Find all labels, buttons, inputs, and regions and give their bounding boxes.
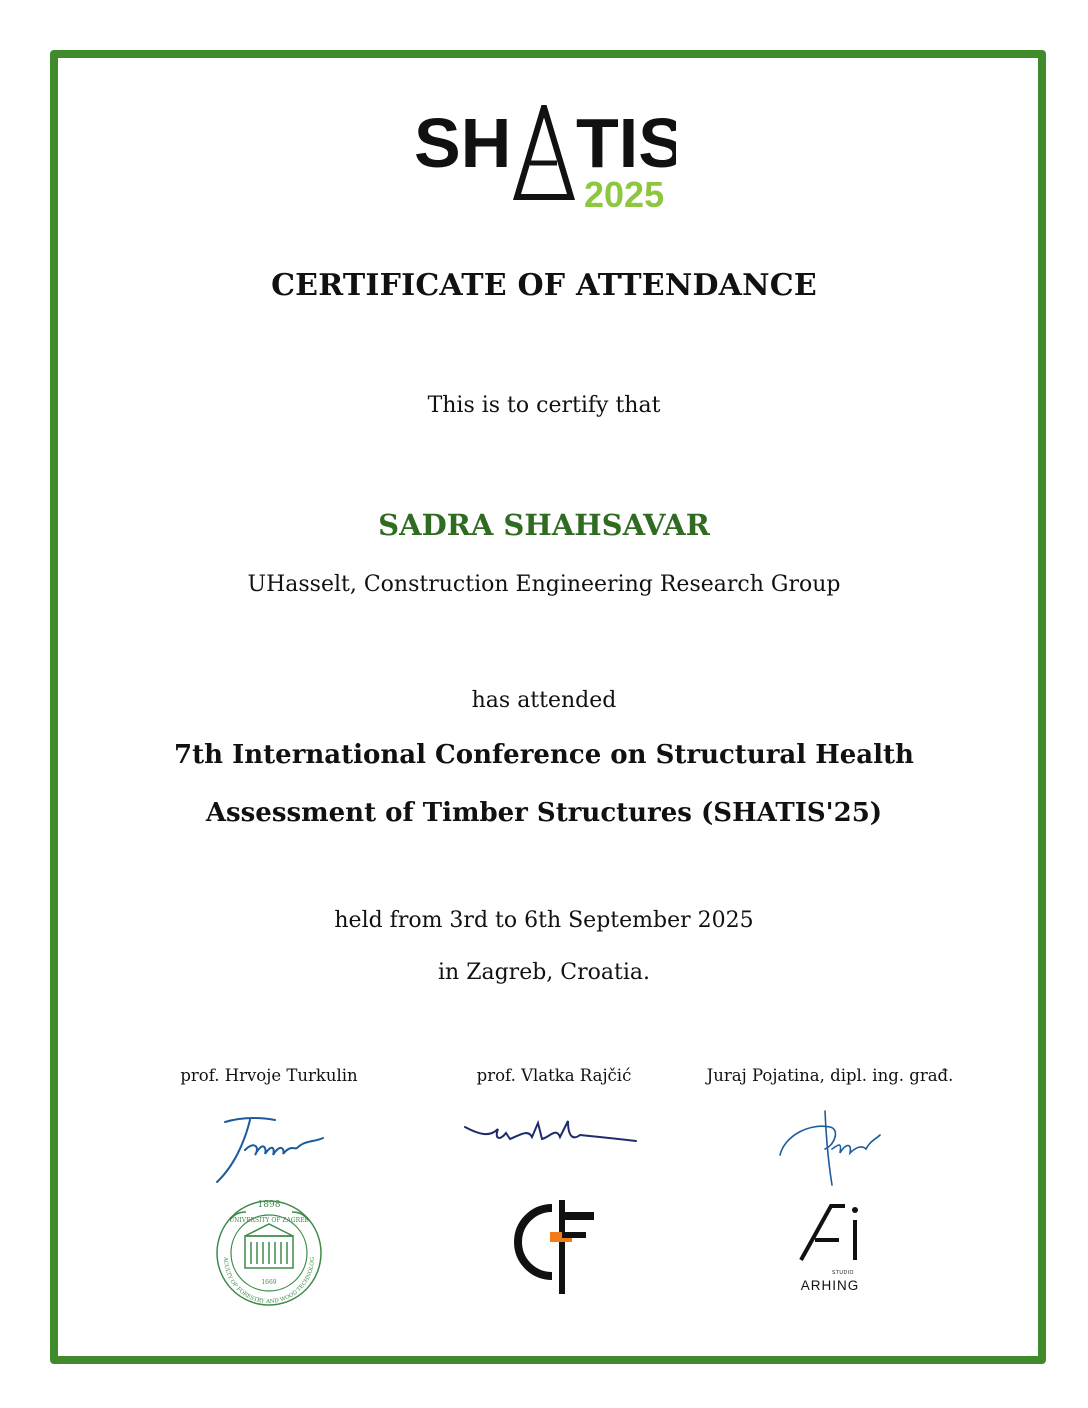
signature-3 bbox=[770, 1105, 900, 1190]
recipient-name: SADRA SHAHSAVAR bbox=[378, 508, 710, 542]
faculty-civil-engineering-logo bbox=[512, 1198, 597, 1296]
svg-text:TIS: TIS bbox=[576, 105, 676, 182]
signatory-name-3: Juraj Pojatina, dipl. ing. građ. bbox=[706, 1066, 954, 1085]
shatis-logo bbox=[414, 105, 676, 215]
svg-text:UNIVERSITY OF ZAGREB: UNIVERSITY OF ZAGREB bbox=[229, 1217, 309, 1224]
conference-title-line-1: 7th International Conference on Structural Health bbox=[174, 740, 914, 770]
signatory-name-1: prof. Hrvoje Turkulin bbox=[180, 1066, 358, 1085]
studio-arhing-logo bbox=[795, 1200, 865, 1295]
intro-text: This is to certify that bbox=[427, 393, 661, 418]
signatory-name-2: prof. Vlatka Rajčić bbox=[476, 1066, 632, 1085]
signature-2 bbox=[460, 1115, 640, 1155]
event-dates: held from 3rd to 6th September 2025 bbox=[334, 908, 754, 933]
certificate-title: CERTIFICATE OF ATTENDANCE bbox=[271, 268, 817, 303]
recipient-affiliation: UHasselt, Construction Engineering Research Group bbox=[247, 572, 841, 597]
arhing-wordmark: ARHING bbox=[800, 1278, 860, 1293]
svg-text:1898: 1898 bbox=[257, 1200, 281, 1210]
svg-text:SH: SH bbox=[414, 105, 512, 182]
arhing-studio-label: STUDIO bbox=[832, 1270, 854, 1276]
svg-text:1669: 1669 bbox=[261, 1279, 277, 1286]
signature-1 bbox=[205, 1110, 335, 1190]
svg-text:FACULTY OF FORESTRY AND WOOD T: ACULTY OF FORESTRY AND WOOD TECHNOLOG bbox=[221, 1256, 317, 1306]
logo-year: 2025 bbox=[584, 174, 665, 215]
event-location: in Zagreb, Croatia. bbox=[438, 960, 650, 985]
university-seal bbox=[212, 1198, 327, 1308]
conference-title-line-2: Assessment of Timber Structures (SHATIS'25) bbox=[205, 798, 883, 828]
attended-text: has attended bbox=[471, 688, 617, 713]
